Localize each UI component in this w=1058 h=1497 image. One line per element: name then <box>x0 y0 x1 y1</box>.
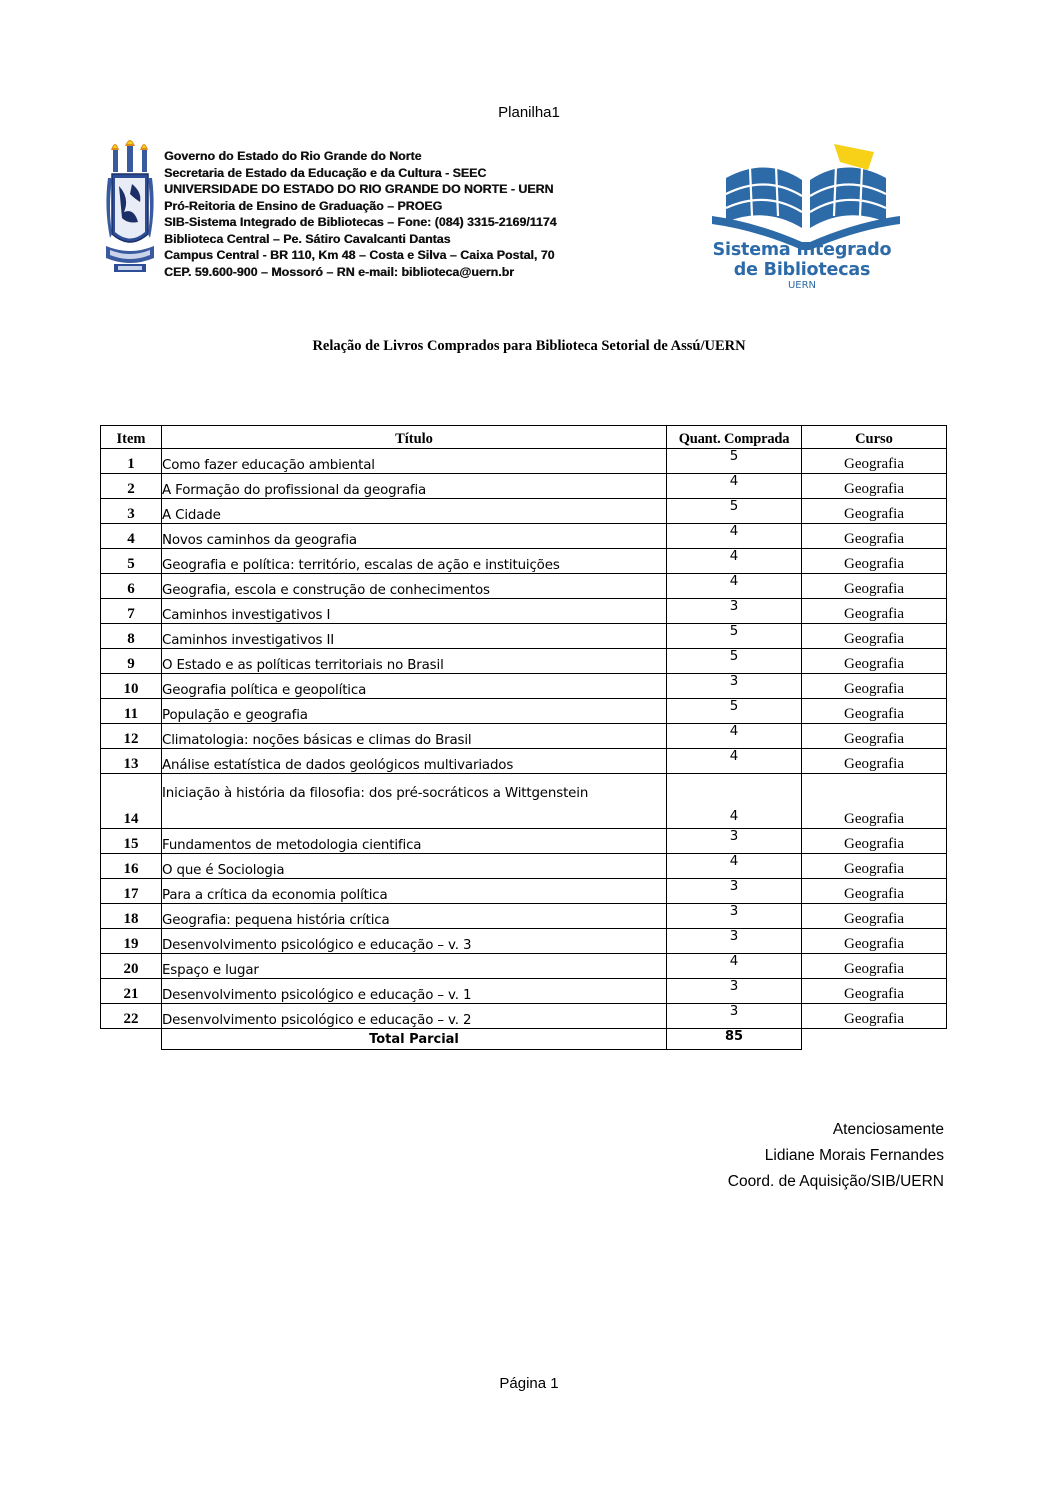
cell-quant: 5 <box>667 499 802 524</box>
table-row <box>101 904 947 929</box>
header-curso: Curso <box>802 426 947 449</box>
sib-logo-line: UERN <box>787 280 817 291</box>
cell-titulo: Desenvolvimento psicológico e educação – v. 3 <box>162 929 667 954</box>
cell-item: 21 <box>101 979 162 1004</box>
cell-item: 19 <box>101 929 162 954</box>
cell-quant: 5 <box>667 649 802 674</box>
header-titulo: Título <box>162 426 667 449</box>
cell-titulo: A Cidade <box>162 499 667 524</box>
table-row <box>101 1004 947 1029</box>
cell-quant: 4 <box>667 749 802 774</box>
cell-curso: Geografia <box>802 904 947 929</box>
cell-item: 9 <box>101 649 162 674</box>
sib-logo-line: Sistema Integrado <box>712 240 892 260</box>
table-row <box>101 549 947 574</box>
cell-item: 22 <box>101 1004 162 1029</box>
signature-role: Coord. de Aquisição/SIB/UERN <box>727 1173 944 1190</box>
cell-item: 20 <box>101 954 162 979</box>
cell-quant: 5 <box>667 699 802 724</box>
cell-curso: Geografia <box>802 954 947 979</box>
cell-titulo: Espaço e lugar <box>162 954 667 979</box>
cell-curso: Geografia <box>802 929 947 954</box>
cell-quant: 4 <box>667 854 802 879</box>
cell-curso: Geografia <box>802 474 947 499</box>
cell-titulo: Fundamentos de metodologia cientifica <box>162 829 667 854</box>
cell-quant: 4 <box>667 549 802 574</box>
cell-item: 1 <box>101 449 162 474</box>
signature-block <box>728 1117 944 1195</box>
header-quant: Quant. Comprada <box>667 426 802 449</box>
cell-titulo: Desenvolvimento psicológico e educação – v. 2 <box>162 1004 667 1029</box>
sheet-name: Planilha1 <box>498 104 560 121</box>
cell-item: 11 <box>101 699 162 724</box>
cell-item: 13 <box>101 749 162 774</box>
cell-curso: Geografia <box>802 749 947 774</box>
letterhead-line: CEP. 59.600-900 – Mossoró – RN e-mail: biblioteca@uern.br <box>164 264 514 279</box>
cell-quant: 5 <box>667 624 802 649</box>
cell-titulo: Geografia, escola e construção de conhecimentos <box>162 574 667 599</box>
cell-quant: 4 <box>667 724 802 749</box>
cell-item: 8 <box>101 624 162 649</box>
letterhead-line: SIB-Sistema Integrado de Bibliotecas – Fone: (084) 3315-2169/1174 <box>164 215 557 229</box>
cell-item: 6 <box>101 574 162 599</box>
table-row <box>101 499 947 524</box>
table-row <box>101 599 947 624</box>
letterhead-line: UNIVERSIDADE DO ESTADO DO RIO GRANDE DO NORTE - UERN <box>164 182 554 196</box>
cell-titulo: O Estado e as políticas territoriais no Brasil <box>162 649 667 674</box>
cell-titulo: Como fazer educação ambiental <box>162 449 667 474</box>
sib-logo-text <box>700 240 904 292</box>
table-row <box>101 979 947 1004</box>
cell-titulo: Para a crítica da economia política <box>162 879 667 904</box>
table-row <box>101 829 947 854</box>
cell-quant: 4 <box>667 524 802 549</box>
cell-quant: 4 <box>667 774 802 829</box>
total-value: 85 <box>667 1029 802 1050</box>
table-row <box>101 774 947 829</box>
document-title: Relação de Livros Comprados para Biblioteca Setorial de Assú/UERN <box>312 338 746 354</box>
signature-name: Lidiane Morais Fernandes <box>764 1147 944 1164</box>
header-item: Item <box>101 426 162 449</box>
table-row <box>101 624 947 649</box>
cell-quant: 3 <box>667 674 802 699</box>
cell-item: 12 <box>101 724 162 749</box>
cell-titulo: A Formação do profissional da geografia <box>162 474 667 499</box>
cell-item: 10 <box>101 674 162 699</box>
cell-curso: Geografia <box>802 624 947 649</box>
table-row <box>101 954 947 979</box>
cell-titulo: População e geografia <box>162 699 667 724</box>
total-row <box>101 1029 947 1050</box>
cell-item: 18 <box>101 904 162 929</box>
cell-quant: 4 <box>667 474 802 499</box>
cell-curso: Geografia <box>802 449 947 474</box>
cell-curso: Geografia <box>802 854 947 879</box>
table-header-row <box>101 426 947 449</box>
cell-quant: 3 <box>667 929 802 954</box>
cell-quant: 4 <box>667 574 802 599</box>
institution-letterhead <box>164 148 557 280</box>
cell-item: 2 <box>101 474 162 499</box>
cell-titulo: Climatologia: noções básicas e climas do Brasil <box>162 724 667 749</box>
cell-curso: Geografia <box>802 979 947 1004</box>
cell-item: 17 <box>101 879 162 904</box>
cell-curso: Geografia <box>802 599 947 624</box>
cell-titulo: Análise estatística de dados geológicos multivariados <box>162 749 667 774</box>
table-row <box>101 574 947 599</box>
cell-curso: Geografia <box>802 1004 947 1029</box>
cell-titulo: O que é Sociologia <box>162 854 667 879</box>
cell-curso: Geografia <box>802 774 947 829</box>
cell-titulo: Iniciação à história da filosofia: dos pré-socráticos a Wittgenstein <box>162 774 667 829</box>
uern-crest-logo <box>104 138 156 278</box>
cell-item: 16 <box>101 854 162 879</box>
cell-curso: Geografia <box>802 499 947 524</box>
cell-quant: 4 <box>667 954 802 979</box>
cell-curso: Geografia <box>802 524 947 549</box>
cell-titulo: Geografia: pequena história crítica <box>162 904 667 929</box>
cell-titulo: Caminhos investigativos I <box>162 599 667 624</box>
cell-curso: Geografia <box>802 674 947 699</box>
letterhead-line: Campus Central - BR 110, Km 48 – Costa e Silva – Caixa Postal, 70 <box>164 248 555 262</box>
cell-curso: Geografia <box>802 574 947 599</box>
letterhead-line: Biblioteca Central – Pe. Sátiro Cavalcanti Dantas <box>164 231 451 246</box>
table-row <box>101 649 947 674</box>
cell-quant: 3 <box>667 1004 802 1029</box>
table-row <box>101 699 947 724</box>
cell-titulo: Desenvolvimento psicológico e educação – v. 1 <box>162 979 667 1004</box>
cell-item: 3 <box>101 499 162 524</box>
cell-titulo: Geografia política e geopolítica <box>162 674 667 699</box>
cell-titulo: Caminhos investigativos II <box>162 624 667 649</box>
cell-titulo: Geografia e política: território, escalas de ação e instituições <box>162 549 667 574</box>
letterhead-line: Governo do Estado do Rio Grande do Norte <box>164 149 422 163</box>
table-row <box>101 879 947 904</box>
signature-closing: Atenciosamente <box>832 1121 944 1138</box>
cell-item: 5 <box>101 549 162 574</box>
total-label: Total Parcial <box>162 1029 667 1050</box>
cell-item: 14 <box>101 774 162 829</box>
cell-titulo: Novos caminhos da geografia <box>162 524 667 549</box>
books-table <box>100 425 947 1050</box>
cell-quant: 3 <box>667 904 802 929</box>
letterhead-line: Pró-Reitoria de Ensino de Graduação – PROEG <box>164 198 443 213</box>
total-spacer <box>101 1029 162 1050</box>
cell-quant: 5 <box>667 449 802 474</box>
cell-item: 4 <box>101 524 162 549</box>
total-spacer <box>802 1029 947 1050</box>
table-row <box>101 749 947 774</box>
page-number: Página 1 <box>499 1375 559 1392</box>
table-row <box>101 474 947 499</box>
cell-item: 7 <box>101 599 162 624</box>
sib-logo-line: de Bibliotecas <box>733 260 871 280</box>
cell-curso: Geografia <box>802 829 947 854</box>
table-row <box>101 929 947 954</box>
cell-quant: 3 <box>667 599 802 624</box>
cell-quant: 3 <box>667 979 802 1004</box>
table-row <box>101 724 947 749</box>
cell-curso: Geografia <box>802 879 947 904</box>
cell-curso: Geografia <box>802 699 947 724</box>
table-row <box>101 524 947 549</box>
table-row <box>101 854 947 879</box>
cell-curso: Geografia <box>802 649 947 674</box>
letterhead-line: Secretaria de Estado da Educação e da Cultura - SEEC <box>164 165 487 180</box>
table-row <box>101 674 947 699</box>
cell-curso: Geografia <box>802 549 947 574</box>
cell-quant: 3 <box>667 829 802 854</box>
cell-item: 15 <box>101 829 162 854</box>
table-row <box>101 449 947 474</box>
cell-curso: Geografia <box>802 724 947 749</box>
cell-quant: 3 <box>667 879 802 904</box>
